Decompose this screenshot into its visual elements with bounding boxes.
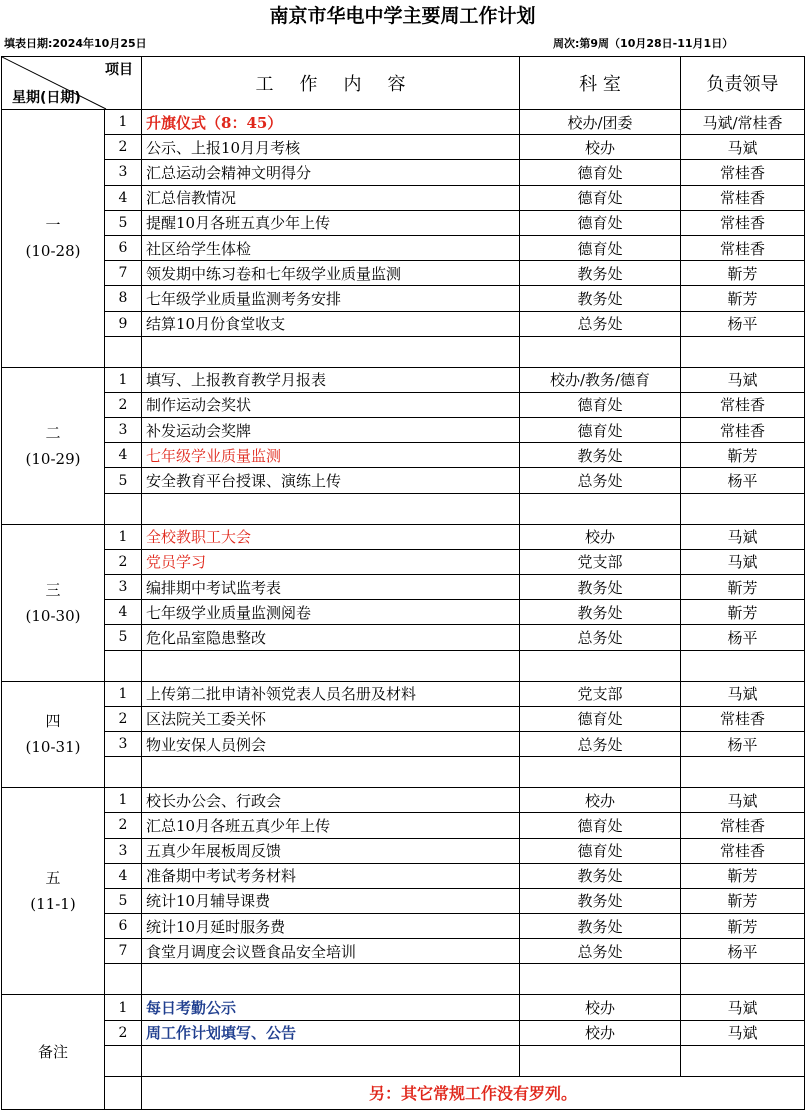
empty-cell (142, 757, 520, 788)
weekday-name: 备注 (37, 1043, 68, 1062)
department-cell: 德育处 (520, 160, 681, 185)
leader-cell: 常桂香 (681, 813, 805, 838)
row-number: 1 (105, 995, 142, 1020)
task-content: 安全教育平台授课、演练上传 (142, 468, 520, 493)
department-cell: 总务处 (520, 625, 681, 650)
empty-cell (105, 650, 142, 681)
weekday-name: 四 (45, 712, 61, 731)
task-content: 升旗仪式（8：45） (142, 110, 520, 135)
row-number: 1 (105, 110, 142, 135)
header-row (2, 57, 805, 110)
department-cell: 总务处 (520, 468, 681, 493)
row-number: 5 (105, 468, 142, 493)
leader-cell: 常桂香 (681, 235, 805, 260)
leader-cell: 靳芳 (681, 600, 805, 625)
leader-cell: 马斌 (681, 367, 805, 392)
department-cell: 教务处 (520, 863, 681, 888)
row-number: 1 (105, 367, 142, 392)
leader-cell: 杨平 (681, 731, 805, 756)
task-content: 物业安保人员例会 (142, 731, 520, 756)
page-title: 南京市华电中学主要周工作计划 (269, 5, 536, 27)
table-row (2, 1020, 805, 1045)
row-number: 7 (105, 939, 142, 964)
leader-cell: 马斌 (681, 788, 805, 813)
row-number: 4 (105, 600, 142, 625)
table-row (2, 286, 805, 311)
department-cell: 教务处 (520, 443, 681, 468)
row-number: 6 (105, 914, 142, 939)
table-row (2, 706, 805, 731)
task-content: 周工作计划填写、公告 (142, 1020, 520, 1045)
leader-cell: 常桂香 (681, 185, 805, 210)
task-content: 制作运动会奖状 (142, 392, 520, 417)
row-number: 1 (105, 788, 142, 813)
leader-cell: 常桂香 (681, 210, 805, 235)
header-content: 工作内容 (142, 57, 520, 110)
leader-cell: 常桂香 (681, 706, 805, 731)
weekday-name: 一 (45, 216, 61, 235)
weekday-cell (2, 110, 105, 368)
department-cell: 校办 (520, 1020, 681, 1045)
row-number: 6 (105, 235, 142, 260)
department-cell: 党支部 (520, 549, 681, 574)
empty-cell (520, 757, 681, 788)
row-number: 2 (105, 813, 142, 838)
task-content: 五真少年展板周反馈 (142, 838, 520, 863)
leader-cell: 靳芳 (681, 261, 805, 286)
leader-cell: 马斌/常桂香 (681, 110, 805, 135)
row-number: 3 (105, 575, 142, 600)
empty-cell (142, 493, 520, 524)
empty-cell (520, 336, 681, 367)
table-row (2, 600, 805, 625)
task-content: 提醒10月各班五真少年上传 (142, 210, 520, 235)
task-content: 校长办公会、行政会 (142, 788, 520, 813)
table-row (2, 160, 805, 185)
row-number: 4 (105, 185, 142, 210)
department-cell: 党支部 (520, 681, 681, 706)
department-cell: 德育处 (520, 838, 681, 863)
weekday-date: (10-30) (25, 606, 81, 625)
department-cell: 总务处 (520, 731, 681, 756)
row-number: 9 (105, 311, 142, 336)
row-number: 3 (105, 160, 142, 185)
empty-cell (142, 650, 520, 681)
table-row (2, 418, 805, 443)
department-cell: 校办 (520, 995, 681, 1020)
table-row (2, 939, 805, 964)
weekday-cell (2, 788, 105, 995)
row-number: 1 (105, 681, 142, 706)
leader-cell: 靳芳 (681, 888, 805, 913)
table-row (2, 235, 805, 260)
department-cell: 德育处 (520, 235, 681, 260)
department-cell: 德育处 (520, 418, 681, 443)
empty-cell (142, 336, 520, 367)
table-row (2, 261, 805, 286)
task-content: 上传第二批申请补领党表人员名册及材料 (142, 681, 520, 706)
task-content: 七年级学业质量监测 (142, 443, 520, 468)
empty-cell (105, 493, 142, 524)
table-row (2, 838, 805, 863)
header-weekday-label: 星期(日期) (12, 90, 81, 106)
table-row (2, 549, 805, 574)
department-cell: 德育处 (520, 706, 681, 731)
row-number: 1 (105, 524, 142, 549)
leader-cell: 马斌 (681, 524, 805, 549)
header-dept: 科 室 (520, 57, 681, 110)
task-content: 填写、上报教育教学月报表 (142, 367, 520, 392)
leader-cell: 杨平 (681, 625, 805, 650)
empty-cell (681, 1045, 805, 1076)
table-row (2, 443, 805, 468)
department-cell: 总务处 (520, 939, 681, 964)
empty-cell (105, 757, 142, 788)
department-cell: 校办 (520, 135, 681, 160)
footer-note: 另：其它常规工作没有罗列。 (142, 1076, 805, 1109)
task-content: 七年级学业质量监测阅卷 (142, 600, 520, 625)
weekday-cell (2, 681, 105, 788)
task-content: 七年级学业质量监测考务安排 (142, 286, 520, 311)
empty-cell (681, 650, 805, 681)
row-number: 4 (105, 443, 142, 468)
empty-cell (105, 336, 142, 367)
table-row (2, 185, 805, 210)
task-content: 汇总运动会精神文明得分 (142, 160, 520, 185)
task-content: 补发运动会奖牌 (142, 418, 520, 443)
empty-cell (681, 964, 805, 995)
empty-cell (520, 650, 681, 681)
department-cell: 校办 (520, 788, 681, 813)
leader-cell: 马斌 (681, 549, 805, 574)
work-plan-table (1, 56, 805, 1110)
task-content: 编排期中考试监考表 (142, 575, 520, 600)
leader-cell: 靳芳 (681, 443, 805, 468)
leader-cell: 马斌 (681, 995, 805, 1020)
department-cell: 德育处 (520, 185, 681, 210)
leader-cell: 常桂香 (681, 160, 805, 185)
weekday-name: 二 (45, 423, 61, 442)
leader-cell: 杨平 (681, 468, 805, 493)
task-content: 统计10月辅导课费 (142, 888, 520, 913)
week-info: 周次:第9周（10月28日-11月1日） (553, 37, 734, 50)
empty-row (2, 1045, 805, 1076)
weekday-name: 五 (45, 869, 61, 888)
empty-row (2, 493, 805, 524)
row-number: 5 (105, 210, 142, 235)
table-row (2, 863, 805, 888)
department-cell: 德育处 (520, 392, 681, 417)
task-content: 准备期中考试考务材料 (142, 863, 520, 888)
task-content: 结算10月份食堂收支 (142, 311, 520, 336)
table-row (2, 914, 805, 939)
empty-cell (142, 1045, 520, 1076)
leader-cell: 靳芳 (681, 575, 805, 600)
leader-cell: 常桂香 (681, 838, 805, 863)
task-content: 汇总信教情况 (142, 185, 520, 210)
row-number: 3 (105, 418, 142, 443)
row-number: 7 (105, 261, 142, 286)
leader-cell: 马斌 (681, 681, 805, 706)
department-cell: 德育处 (520, 210, 681, 235)
department-cell: 校办/团委 (520, 110, 681, 135)
weekday-date: (11-1) (30, 895, 76, 914)
row-number: 5 (105, 625, 142, 650)
department-cell: 教务处 (520, 600, 681, 625)
fill-date: 填表日期:2024年10月25日 (4, 37, 147, 50)
footer-row (2, 1076, 805, 1109)
department-cell: 教务处 (520, 888, 681, 913)
department-cell: 教务处 (520, 575, 681, 600)
weekday-date: (10-29) (25, 449, 81, 468)
empty-cell (105, 1045, 142, 1076)
row-number: 2 (105, 706, 142, 731)
task-content: 全校教职工大会 (142, 524, 520, 549)
department-cell: 教务处 (520, 261, 681, 286)
table-row (2, 110, 805, 135)
table-row (2, 625, 805, 650)
table-row (2, 524, 805, 549)
diagonal-header-cell (2, 57, 142, 110)
leader-cell: 杨平 (681, 311, 805, 336)
task-content: 食堂月调度会议暨食品安全培训 (142, 939, 520, 964)
weekday-cell (2, 524, 105, 681)
department-cell: 德育处 (520, 813, 681, 838)
table-row (2, 210, 805, 235)
task-content: 危化品室隐患整改 (142, 625, 520, 650)
weekday-cell (2, 995, 105, 1109)
department-cell: 校办/教务/德育 (520, 367, 681, 392)
leader-cell: 马斌 (681, 1020, 805, 1045)
row-number: 2 (105, 135, 142, 160)
empty-cell (105, 1076, 142, 1109)
weekday-date: (10-28) (25, 242, 81, 261)
department-cell: 教务处 (520, 914, 681, 939)
department-cell: 教务处 (520, 286, 681, 311)
row-number: 3 (105, 731, 142, 756)
empty-cell (105, 964, 142, 995)
empty-row (2, 336, 805, 367)
weekday-cell (2, 367, 105, 524)
row-number: 2 (105, 549, 142, 574)
task-content: 党员学习 (142, 549, 520, 574)
table-row (2, 813, 805, 838)
task-content: 社区给学生体检 (142, 235, 520, 260)
table-row (2, 311, 805, 336)
task-content: 统计10月延时服务费 (142, 914, 520, 939)
empty-row (2, 757, 805, 788)
row-number: 4 (105, 863, 142, 888)
table-row (2, 135, 805, 160)
table-row (2, 468, 805, 493)
table-row (2, 575, 805, 600)
table-row (2, 995, 805, 1020)
row-number: 2 (105, 392, 142, 417)
empty-row (2, 650, 805, 681)
empty-row (2, 964, 805, 995)
leader-cell: 靳芳 (681, 863, 805, 888)
table-row (2, 888, 805, 913)
empty-cell (520, 1045, 681, 1076)
leader-cell: 马斌 (681, 135, 805, 160)
header-lead: 负责领导 (681, 57, 805, 110)
row-number: 3 (105, 838, 142, 863)
leader-cell: 靳芳 (681, 286, 805, 311)
table-row (2, 731, 805, 756)
empty-cell (142, 964, 520, 995)
table-row (2, 367, 805, 392)
department-cell: 总务处 (520, 311, 681, 336)
empty-cell (681, 493, 805, 524)
weekday-name: 三 (45, 580, 61, 599)
empty-cell (681, 757, 805, 788)
header-item-label: 项目 (105, 62, 133, 78)
empty-cell (520, 964, 681, 995)
weekday-date: (10-31) (25, 738, 81, 757)
task-content: 区法院关工委关怀 (142, 706, 520, 731)
empty-cell (520, 493, 681, 524)
task-content: 公示、上报10月月考核 (142, 135, 520, 160)
row-number: 5 (105, 888, 142, 913)
table-row (2, 681, 805, 706)
task-content: 汇总10月各班五真少年上传 (142, 813, 520, 838)
department-cell: 校办 (520, 524, 681, 549)
leader-cell: 常桂香 (681, 392, 805, 417)
leader-cell: 靳芳 (681, 914, 805, 939)
leader-cell: 常桂香 (681, 418, 805, 443)
table-row (2, 788, 805, 813)
task-content: 每日考勤公示 (142, 995, 520, 1020)
table-body (2, 110, 805, 1110)
row-number: 8 (105, 286, 142, 311)
empty-cell (681, 336, 805, 367)
row-number: 2 (105, 1020, 142, 1045)
leader-cell: 杨平 (681, 939, 805, 964)
task-content: 领发期中练习卷和七年级学业质量监测 (142, 261, 520, 286)
table-row (2, 392, 805, 417)
